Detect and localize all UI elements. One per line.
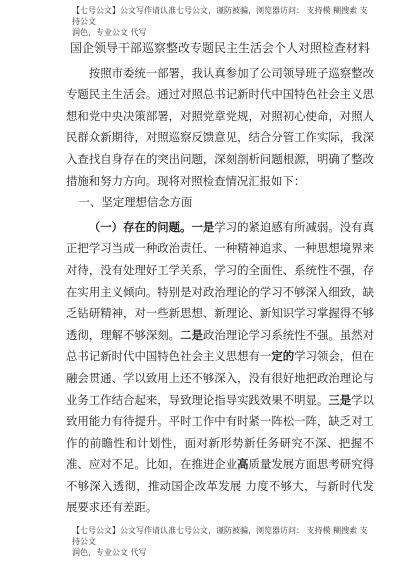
footer-banner bbox=[72, 525, 372, 558]
header-banner-line2: 润色，专业公文 代写 bbox=[72, 28, 147, 37]
footer-banner-line2: 润色，专业公文 代写 bbox=[72, 548, 147, 557]
document-title: 国企领导干部巡察整改专题民主生活会个人对照检查材料 bbox=[69, 41, 370, 55]
point-1-text: 学习的紧迫感有所减弱。没有真正把学习当成一种政治责任、一种精神追求、一种思想境界来对待，没有处理好工学关系，学习的全面性、系统性不强，存在实用主义倾向。特别是对政治理论的学习不够深入细致，缺乏钻研精神，对一些新思想、新理论、新知识学习掌握得不够透彻，理解不够深刻。 bbox=[66, 219, 374, 342]
point-3-text-b: 质量发展方面思考研究得不够深入透彻，推动国企改革发展 力度不够大，与新时代发展要求还有差距。 bbox=[66, 457, 374, 515]
point-3-bold: 高 bbox=[237, 457, 249, 472]
point-2-label: 二是 bbox=[180, 327, 203, 342]
document-body bbox=[66, 38, 374, 519]
point-2-text-a: 政治理论学习系统性不强。虽然对总书记新时代中国特色社会主义思想有一 bbox=[66, 327, 374, 364]
section-heading: 一、坚定理想信念方面 bbox=[78, 195, 193, 210]
point-3-label: 三是 bbox=[328, 392, 352, 407]
header-banner-line1: 【七号公文】公文写作请认准七号公文，谨防被骗，浏览器访问： 支持模 糊搜索 支持公文 bbox=[72, 6, 368, 26]
problems-paragraph bbox=[66, 217, 374, 519]
point-2-bold: 定的 bbox=[271, 349, 295, 364]
header-banner bbox=[72, 5, 372, 38]
sub-heading-label: （一）存在的问题。 bbox=[88, 219, 192, 234]
point-3-text-a: 学以致用能力有待提升。平时工作中有时紧一阵松一阵，缺乏对工作的前瞻性和计划性，面对新形势新任务研究不深、把握不准、应对不足。比如，在推进企业 bbox=[66, 392, 374, 472]
footer-banner-line1: 【七号公文】公文写作请认准七号公文，谨防被骗，浏览器访问： 支持模 糊搜索 支持公文 bbox=[72, 526, 368, 546]
point-2-text-b: 学习领会，但在融会贯通、学以致用上还不够深入，没有很好地把政治理论与业务工作结合起来，导致理论指导实践效果不明显。 bbox=[66, 349, 374, 407]
intro-paragraph: 按照市委统一部署，我认真参加了公司领导班子巡察整改专题民主生活会。通过对照总书记新时代中国特色社会主义思想和党中央决策部署，对照党章党规，对照初心使命，对照人民群众新期待，对照巡察反馈意见，结合分管工作实际，我深入查找自身存在的突出问题，深刻剖析问题根源，明确了整改措施和努力方向。现将对照检查情况汇报如下： bbox=[66, 65, 374, 188]
point-1-label: 一是 bbox=[191, 219, 215, 234]
